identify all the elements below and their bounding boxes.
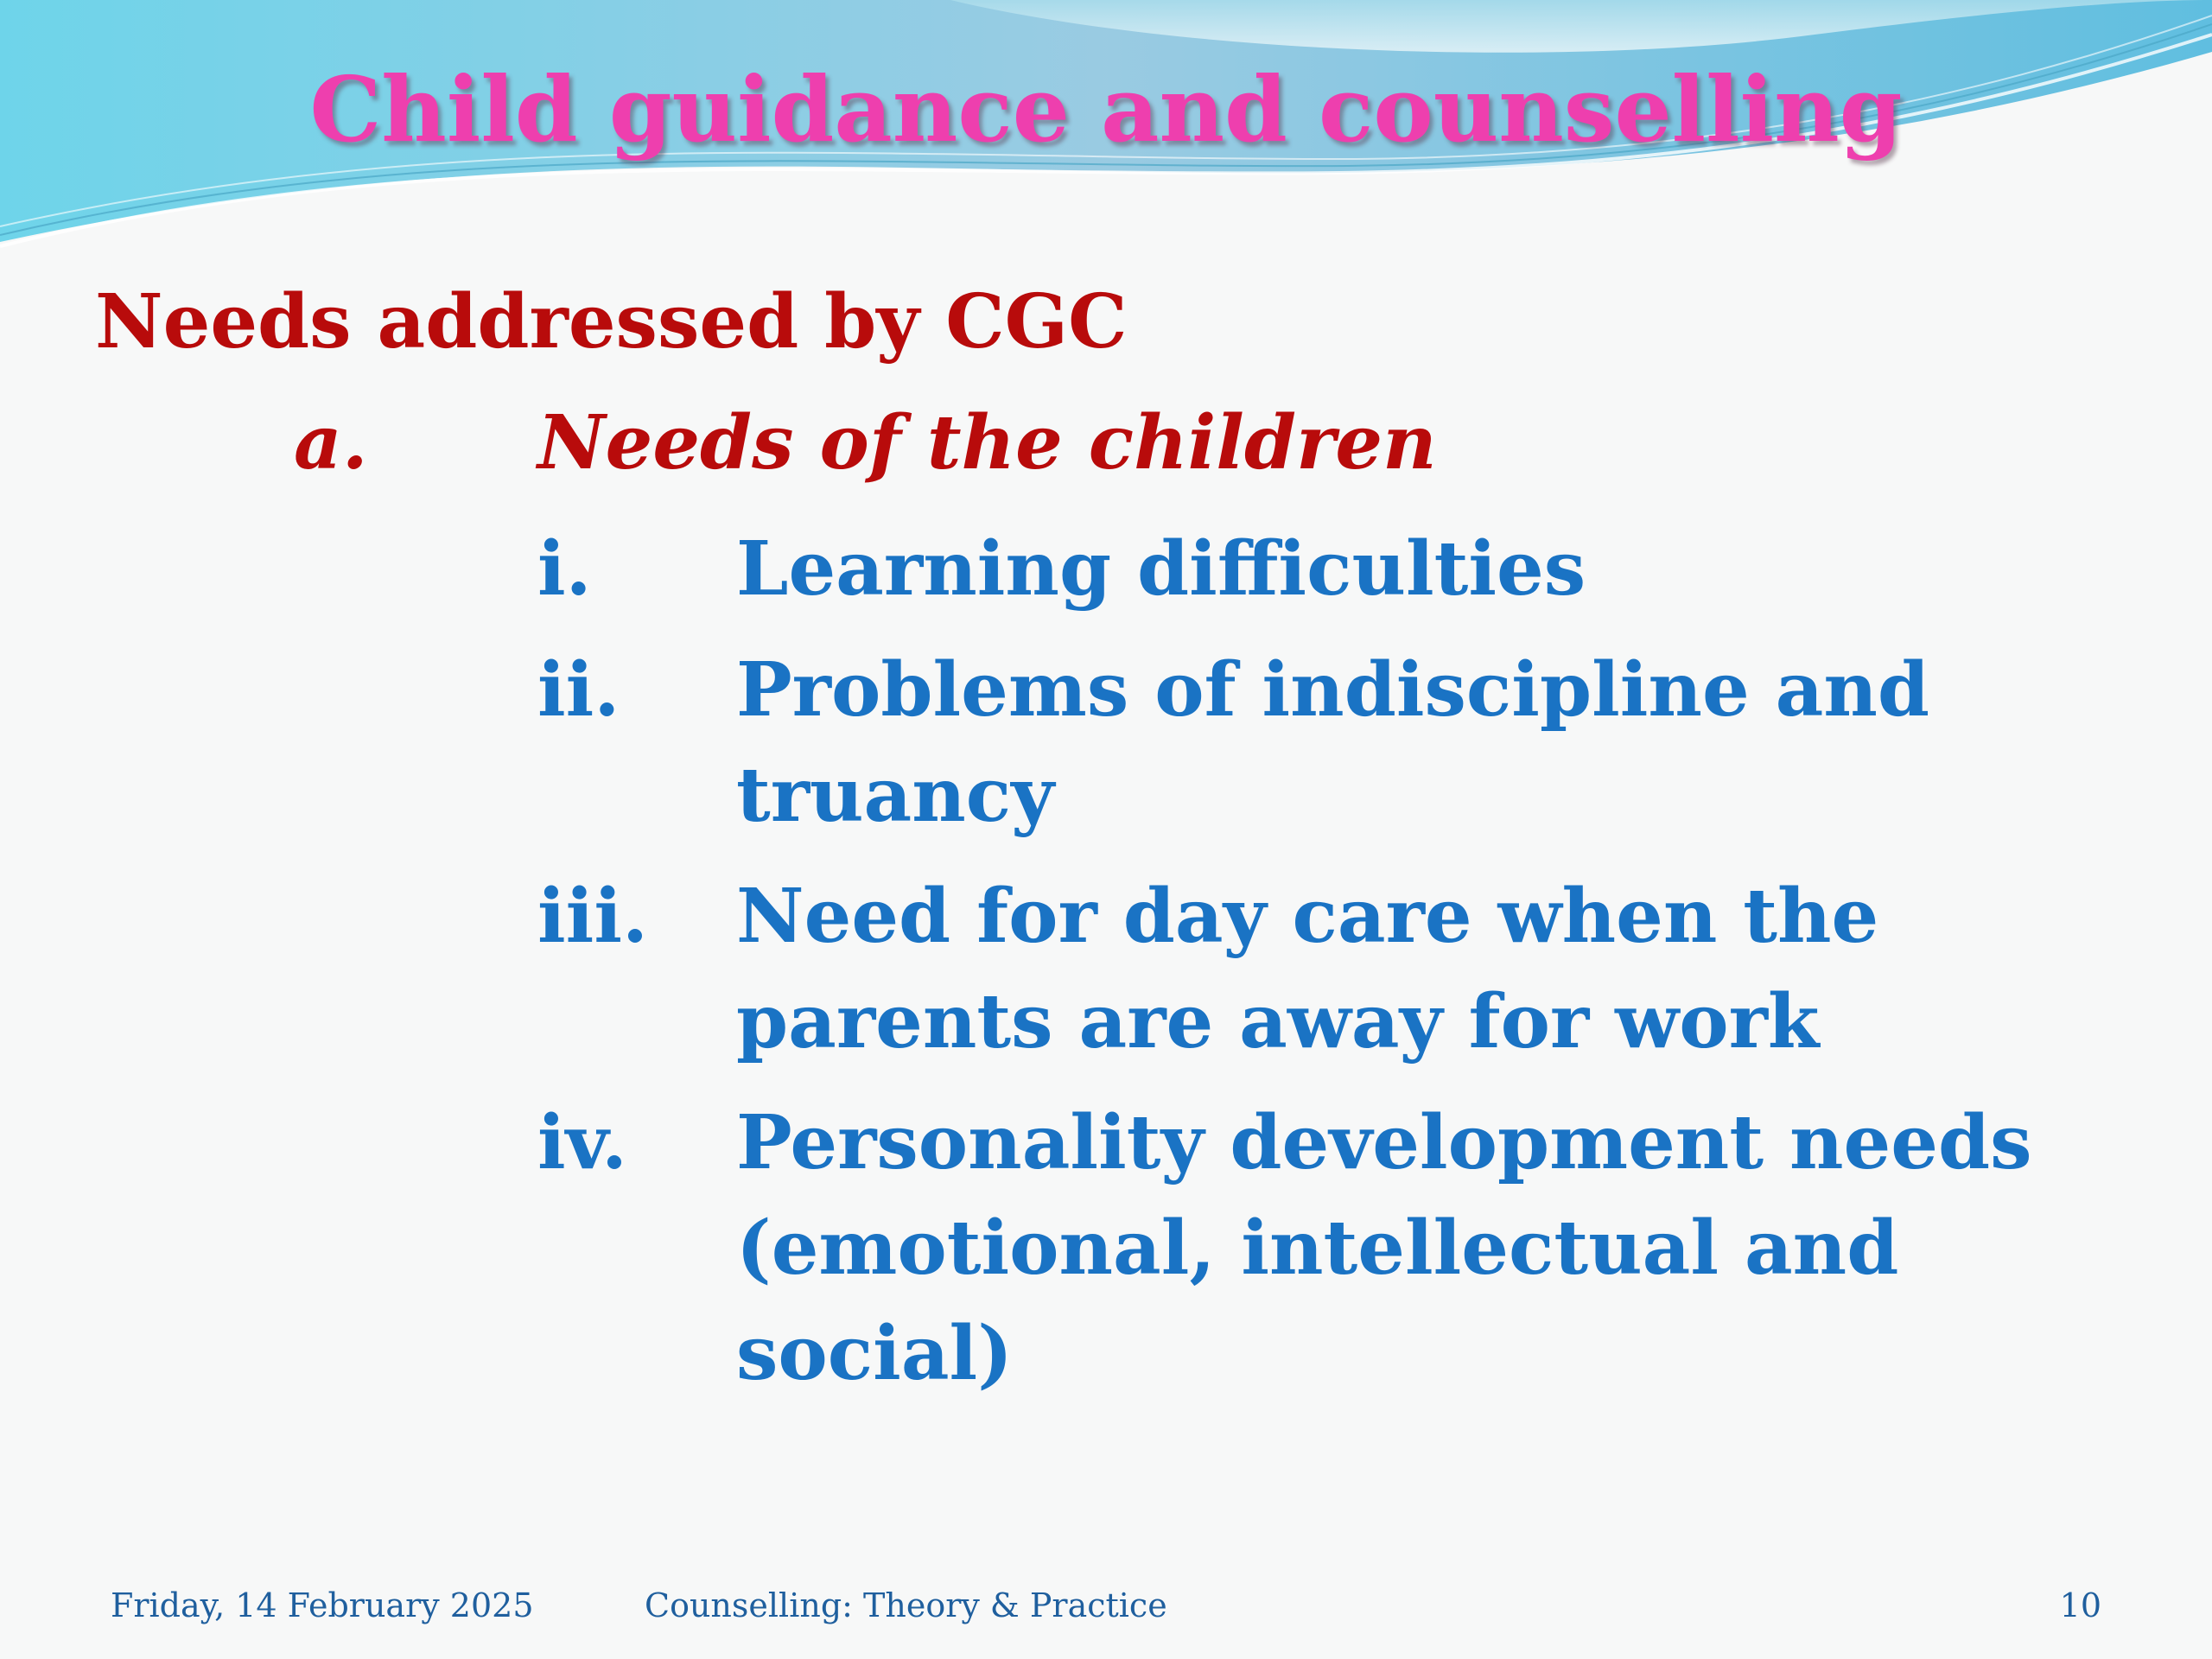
footer-course-title: Counselling: Theory & Practice (645, 1586, 1167, 1624)
subsection-title: Needs of the children (537, 399, 1437, 486)
needs-list (537, 517, 2179, 1422)
section-heading: Needs addressed by CGC (95, 278, 1128, 365)
slide-number: 10 (2059, 1586, 2101, 1624)
footer-date: Friday, 14 February 2025 (111, 1586, 534, 1624)
list-item-number: iii. (537, 873, 648, 960)
list-item-text: Learning difficulties (736, 525, 1586, 613)
list-item (537, 517, 2179, 622)
list-item-text: Personality development needs (emotional, intellectual and social) (736, 1099, 2032, 1397)
list-item-number: iv. (537, 1099, 627, 1186)
list-item-text: Problems of indiscipline and truancy (736, 646, 1929, 839)
slide-title: Child guidance and counselling (309, 56, 1903, 162)
list-item (537, 638, 2179, 849)
list-item (537, 1090, 2179, 1407)
list-item (537, 864, 2179, 1075)
list-item-number: i. (537, 525, 592, 613)
list-item-text: Need for day care when the parents are away for work (736, 873, 1879, 1065)
list-item-number: ii. (537, 646, 620, 734)
subsection-marker: a. (294, 399, 368, 486)
